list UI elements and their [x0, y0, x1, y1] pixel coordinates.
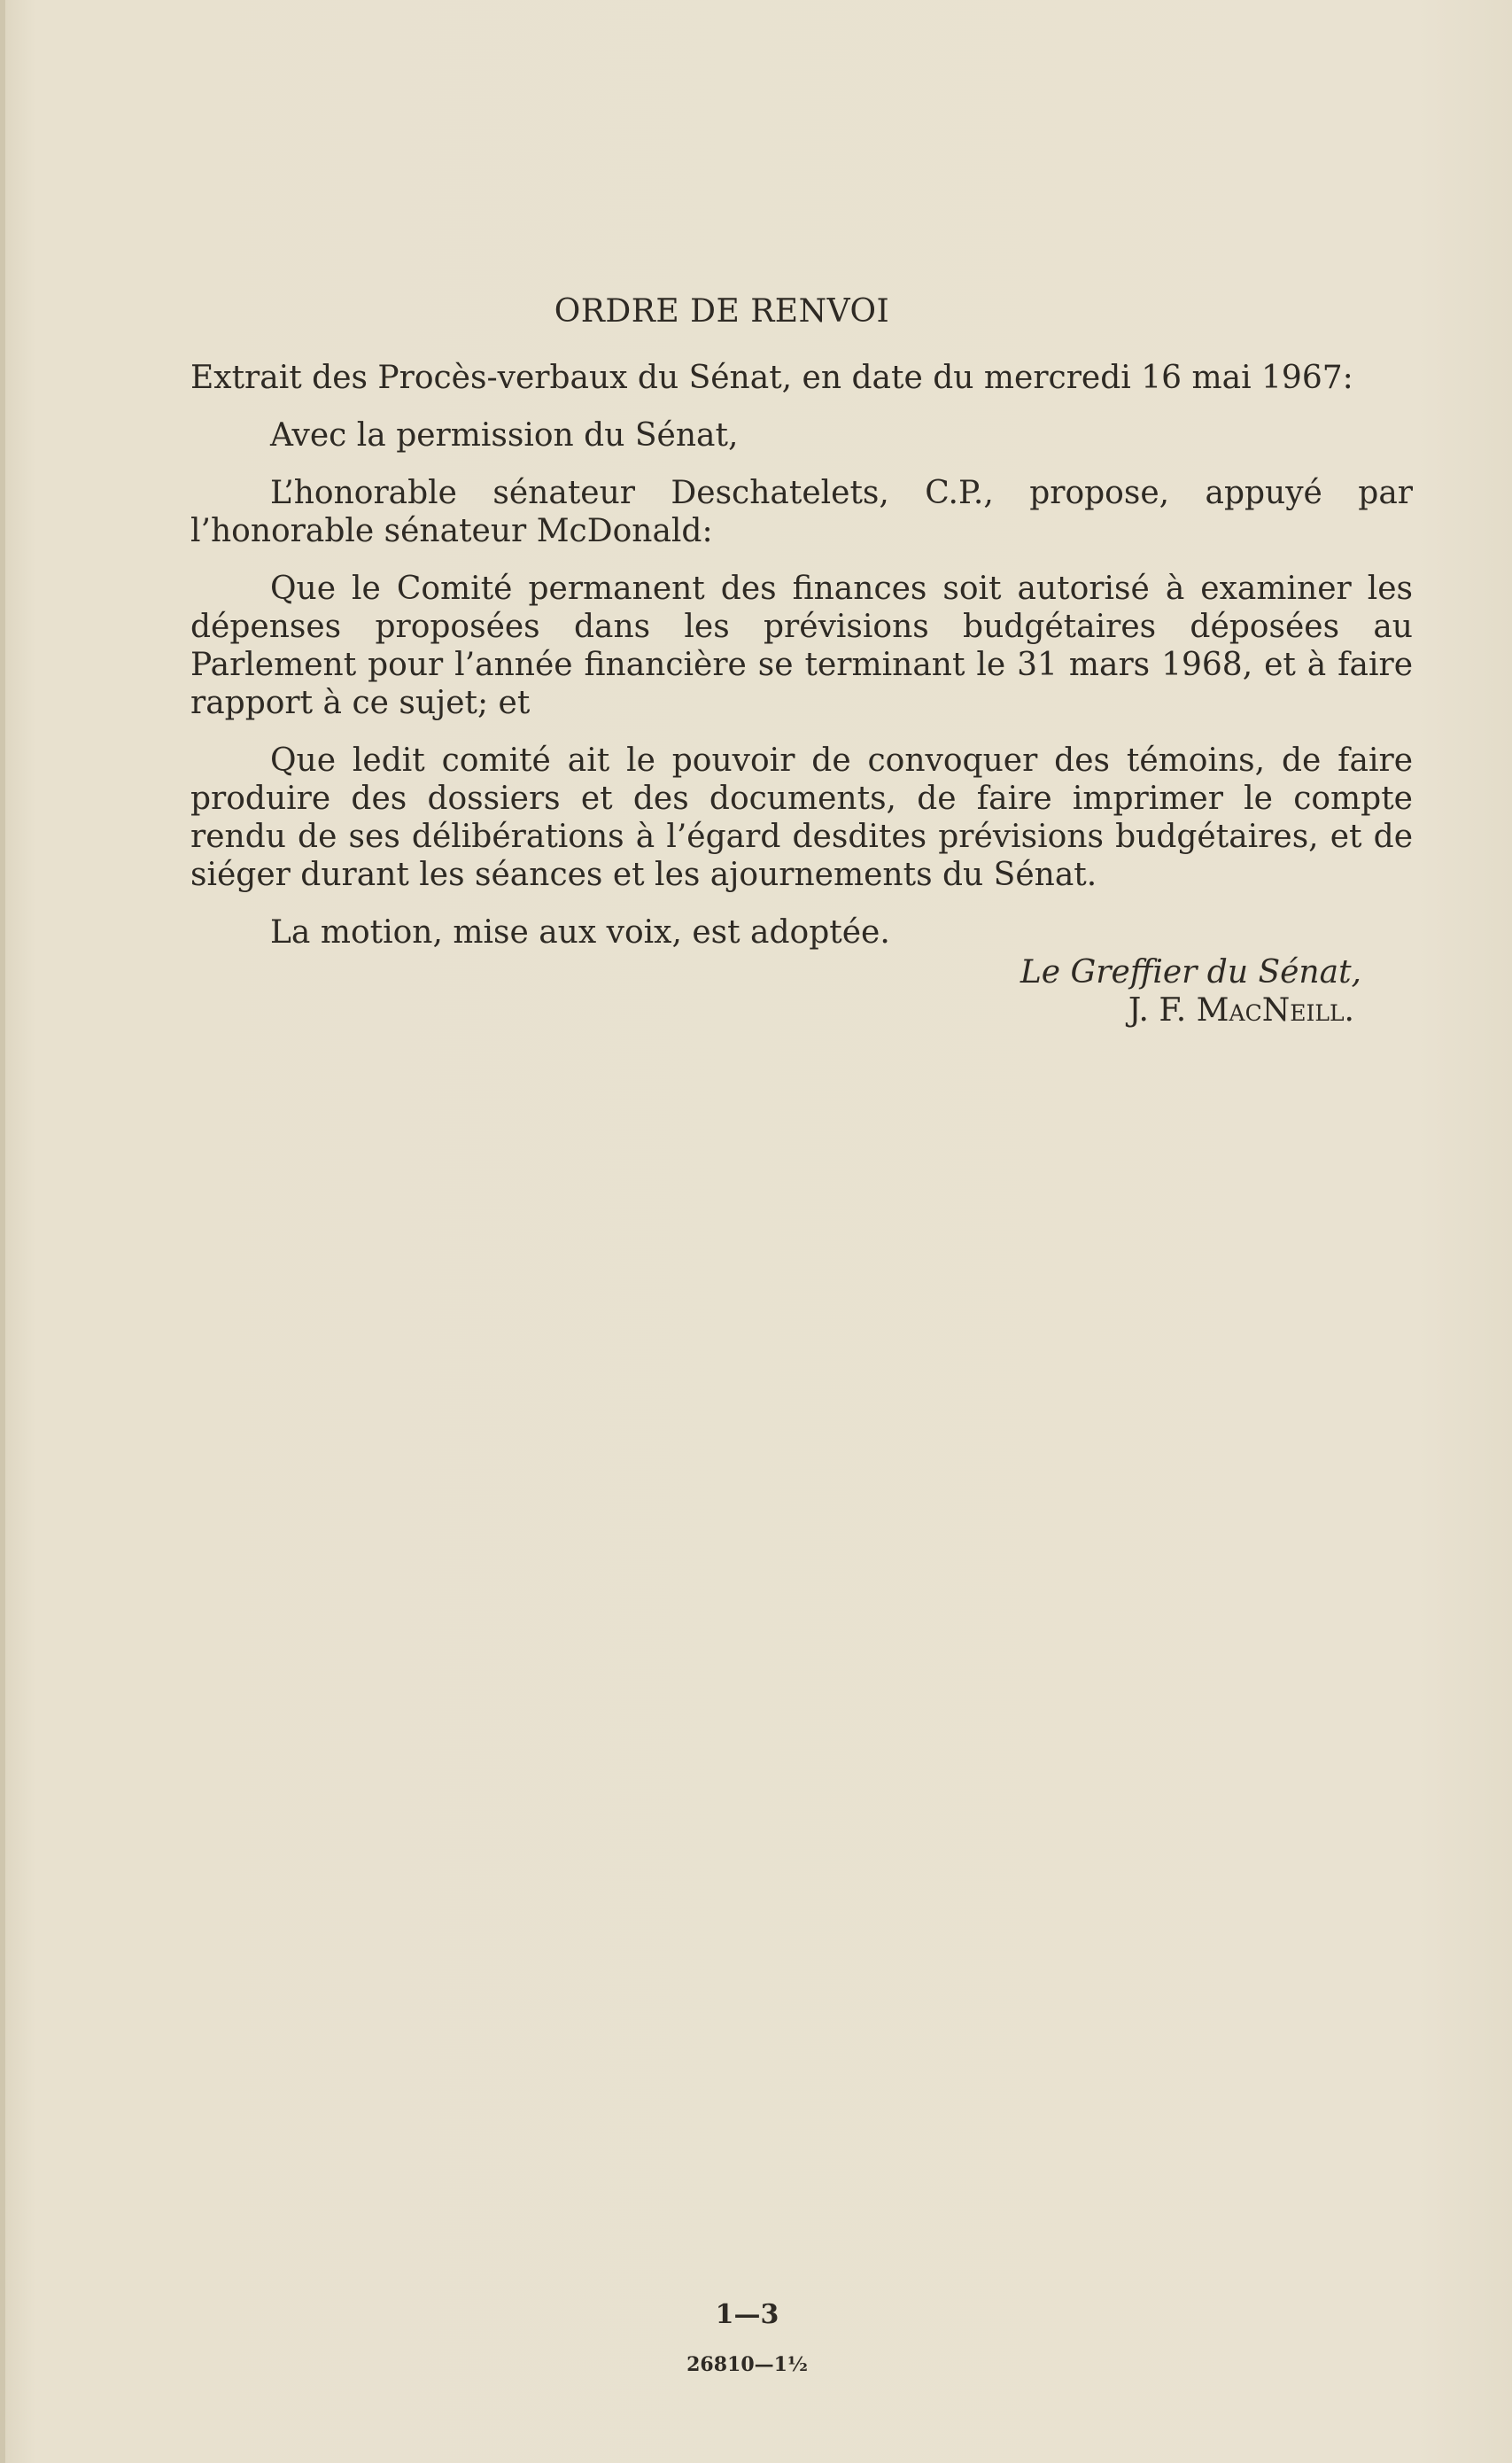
- paragraph-motion-examine: Que le Comité permanent des finances soit autorisé à examiner les dépenses proposées dans les prévisions budgétaires déposées au Parlement pour l’année financière se terminant le 31 mars 1968, et à faire rapport à ce sujet; et: [190, 571, 1413, 721]
- signature-role: Le Greffier du Sénat,: [1020, 954, 1361, 991]
- paragraph-permission: Avec la permission du Sénat,: [270, 417, 739, 454]
- paragraph-motion-powers: Que ledit comité ait le pouvoir de convoquer des témoins, de faire produire des dossiers et des documents, de faire imprimer le compte rendu de ses délibérations à l’égard desdites prévisions budgétaires, et de siéger durant les séances et les ajournements du Sénat.: [190, 742, 1413, 893]
- binding-edge: [0, 0, 5, 2463]
- document-title: ORDRE DE RENVOI: [554, 293, 890, 330]
- signature-name: J. F. MacNeill.: [1128, 992, 1354, 1029]
- paragraph-adopted: La motion, mise aux voix, est adoptée.: [270, 914, 890, 951]
- page-number: 1—3: [715, 2299, 779, 2330]
- extract-line: Extrait des Procès-verbaux du Sénat, en date du mercredi 16 mai 1967:: [190, 360, 1353, 396]
- print-code: 26810—1½: [686, 2353, 808, 2376]
- signature-block: [190, 953, 1413, 1029]
- paragraph-proposal: L’honorable sénateur Deschatelets, C.P., propose, appuyé par l’honorable sénateur McDonald:: [190, 475, 1413, 549]
- document-body: [190, 292, 1413, 1029]
